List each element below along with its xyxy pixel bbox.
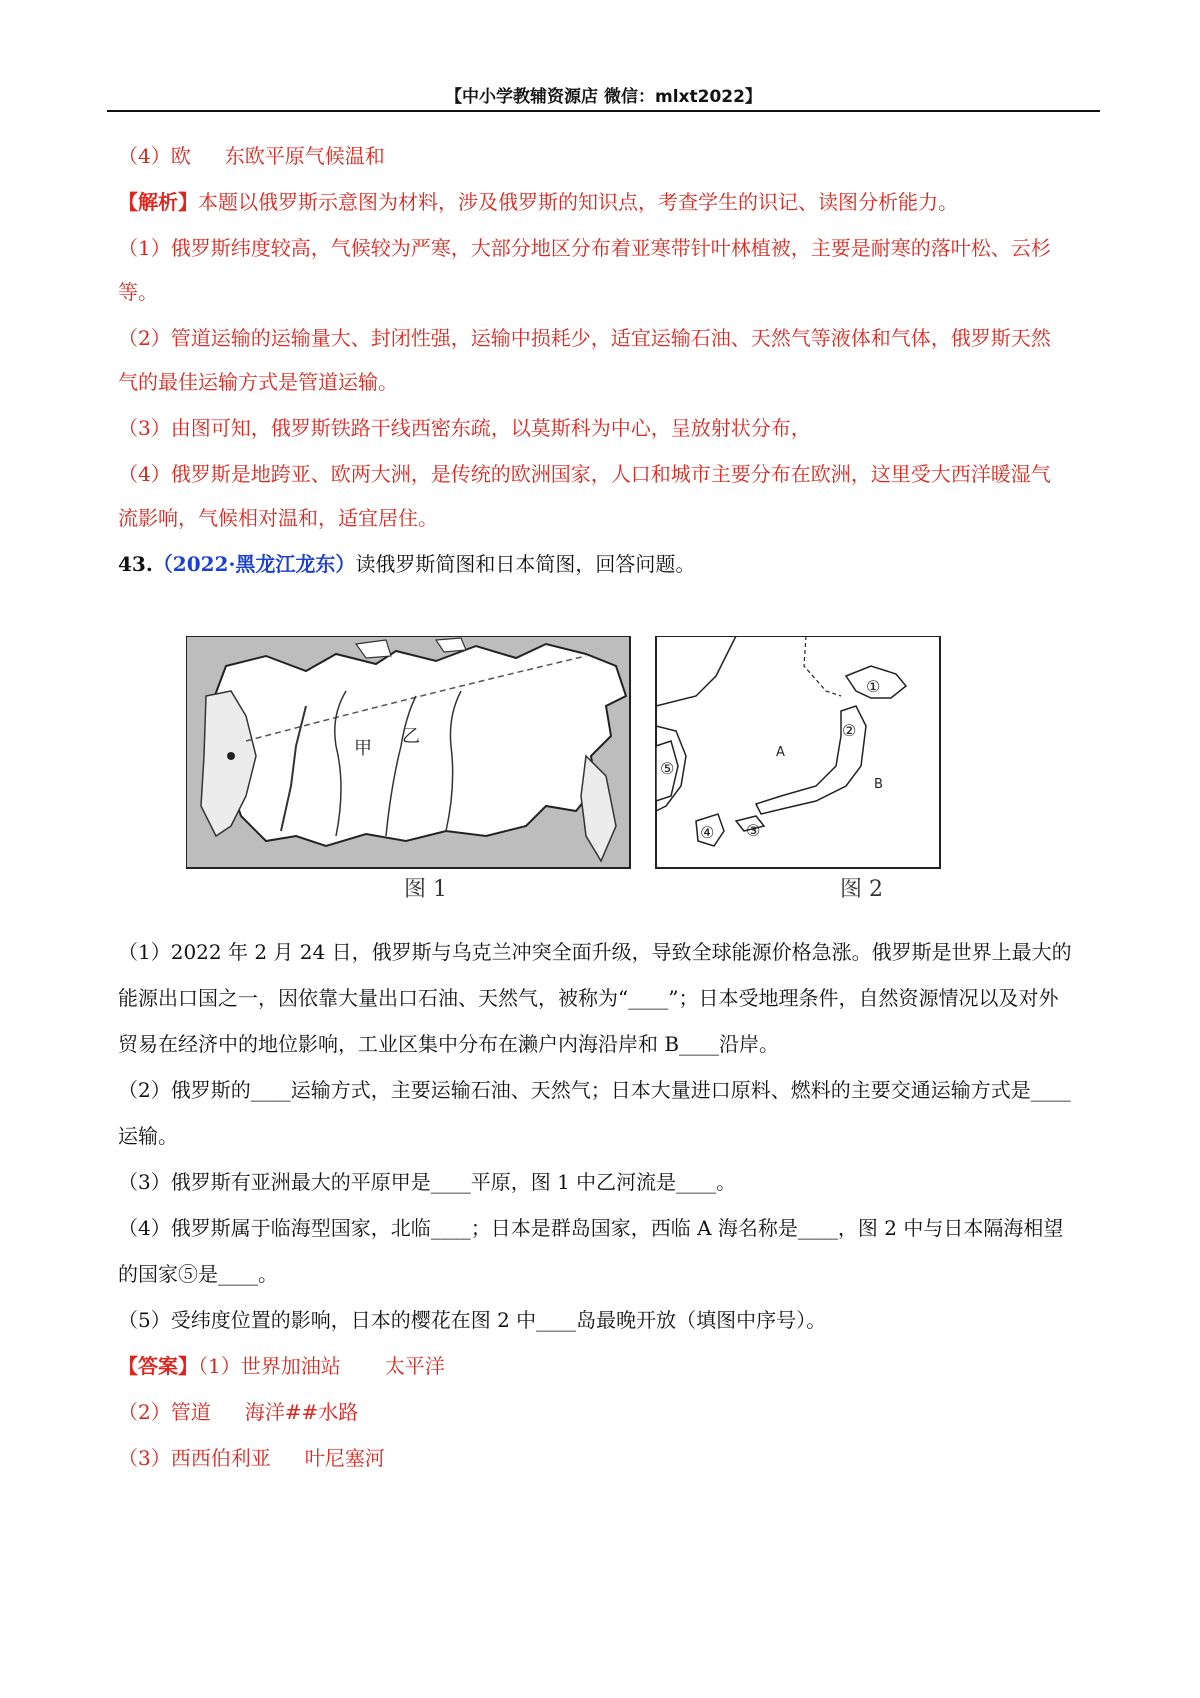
question-43-stem [118,550,695,578]
page-header: 【中小学教辅资源店 微信：mlxt2022】 [445,87,762,107]
q1-line-c: 贸易在经济中的地位影响，工业区集中分布在濑户内海沿岸和 B____沿岸。 [118,1032,780,1056]
prev-answer-4b: 东欧平原气候温和 [224,144,385,168]
analysis-tag: 【解析】 [118,190,198,214]
label-sea-A: A [776,745,785,760]
q4-line-b: 的国家⑤是____。 [118,1262,278,1286]
answer-3: （3）西西伯利亚 [118,1446,271,1470]
analysis-p1b: 等。 [118,280,158,304]
label-ocean-B: B [874,777,883,792]
prev-answer-line [118,142,385,170]
q2-line-b: 运输。 [118,1124,178,1148]
russia-map [186,636,630,868]
answer-2: （2）管道 [118,1400,211,1424]
answer-tag: 【答案】 [118,1354,198,1378]
q3-line: （3）俄罗斯有亚洲最大的平原甲是____平原，图 1 中乙河流是____。 [118,1170,737,1194]
label-island-4: ④ [700,823,715,842]
answer-1b: 太平洋 [384,1354,445,1378]
prev-answer-4: （4）欧 [118,144,191,168]
map-figures [186,636,1026,956]
question-number: 43. [118,552,153,576]
label-island-3: ③ [746,821,761,840]
analysis-p4a: （4）俄罗斯是地跨亚、欧两大洲，是传统的欧洲国家，人口和城市主要分布在欧洲，这里受大西洋暖湿气 [118,462,1051,486]
header-rule [107,110,1100,112]
answer-line-2 [118,1398,358,1426]
label-island-1: ① [866,677,881,696]
label-country-5: ⑤ [660,759,675,778]
answer-2b: 海洋##水路 [244,1400,359,1424]
label-yi: 乙 [402,726,420,747]
analysis-p1a: （1）俄罗斯纬度较高，气候较为严寒，大部分地区分布着亚寒带针叶林植被，主要是耐寒的落叶松、云杉 [118,236,1051,260]
answer-1: （1）世界加油站 [198,1354,341,1378]
q1-line-b: 能源出口国之一，因依靠大量出口石油、天然气，被称为“____”；日本受地理条件，自然资源情况以及对外 [118,986,1059,1010]
analysis-p4b: 流影响，气候相对温和，适宜居住。 [118,506,438,530]
analysis-p3: （3）由图可知，俄罗斯铁路干线西密东疏，以莫斯科为中心，呈放射状分布， [118,416,811,440]
answer-line-3 [118,1444,385,1472]
label-island-2: ② [842,721,857,740]
label-jia: 甲 [354,738,372,759]
q2-line-a: （2）俄罗斯的____运输方式，主要运输石油、天然气；日本大量进口原料、燃料的主要交通运输方式是____ [118,1078,1071,1102]
q4-line-a: （4）俄罗斯属于临海型国家，北临____；日本是群岛国家，西临 A 海名称是____，图 2 中与日本隔海相望 [118,1216,1064,1240]
q5-line: （5）受纬度位置的影响，日本的樱花在图 2 中____岛最晚开放（填图中序号）。 [118,1308,827,1332]
analysis-p2b: 气的最佳运输方式是管道运输。 [118,370,398,394]
answer-3b: 叶尼塞河 [304,1446,385,1470]
q1-line-a: （1）2022 年 2 月 24 日，俄罗斯与乌克兰冲突全面升级，导致全球能源价格急涨。俄罗斯是世界上最大的 [118,940,1072,964]
analysis-p2a: （2）管道运输的运输量大、封闭性强，运输中损耗少，适宜运输石油、天然气等液体和气体，俄罗斯天然 [118,326,1051,350]
analysis-intro [118,188,958,216]
question-stem-text: 读俄罗斯简图和日本简图，回答问题。 [355,552,696,576]
figure-1-caption: 图 1 [404,877,447,902]
japan-map [656,636,940,868]
analysis-intro-text: 本题以俄罗斯示意图为材料，涉及俄罗斯的知识点，考查学生的识记、读图分析能力。 [198,190,958,214]
answer-line-1 [118,1352,445,1380]
question-source: （2022·黑龙江龙东） [152,552,356,576]
figure-2-caption: 图 2 [840,877,883,902]
moscow-marker [227,752,235,760]
